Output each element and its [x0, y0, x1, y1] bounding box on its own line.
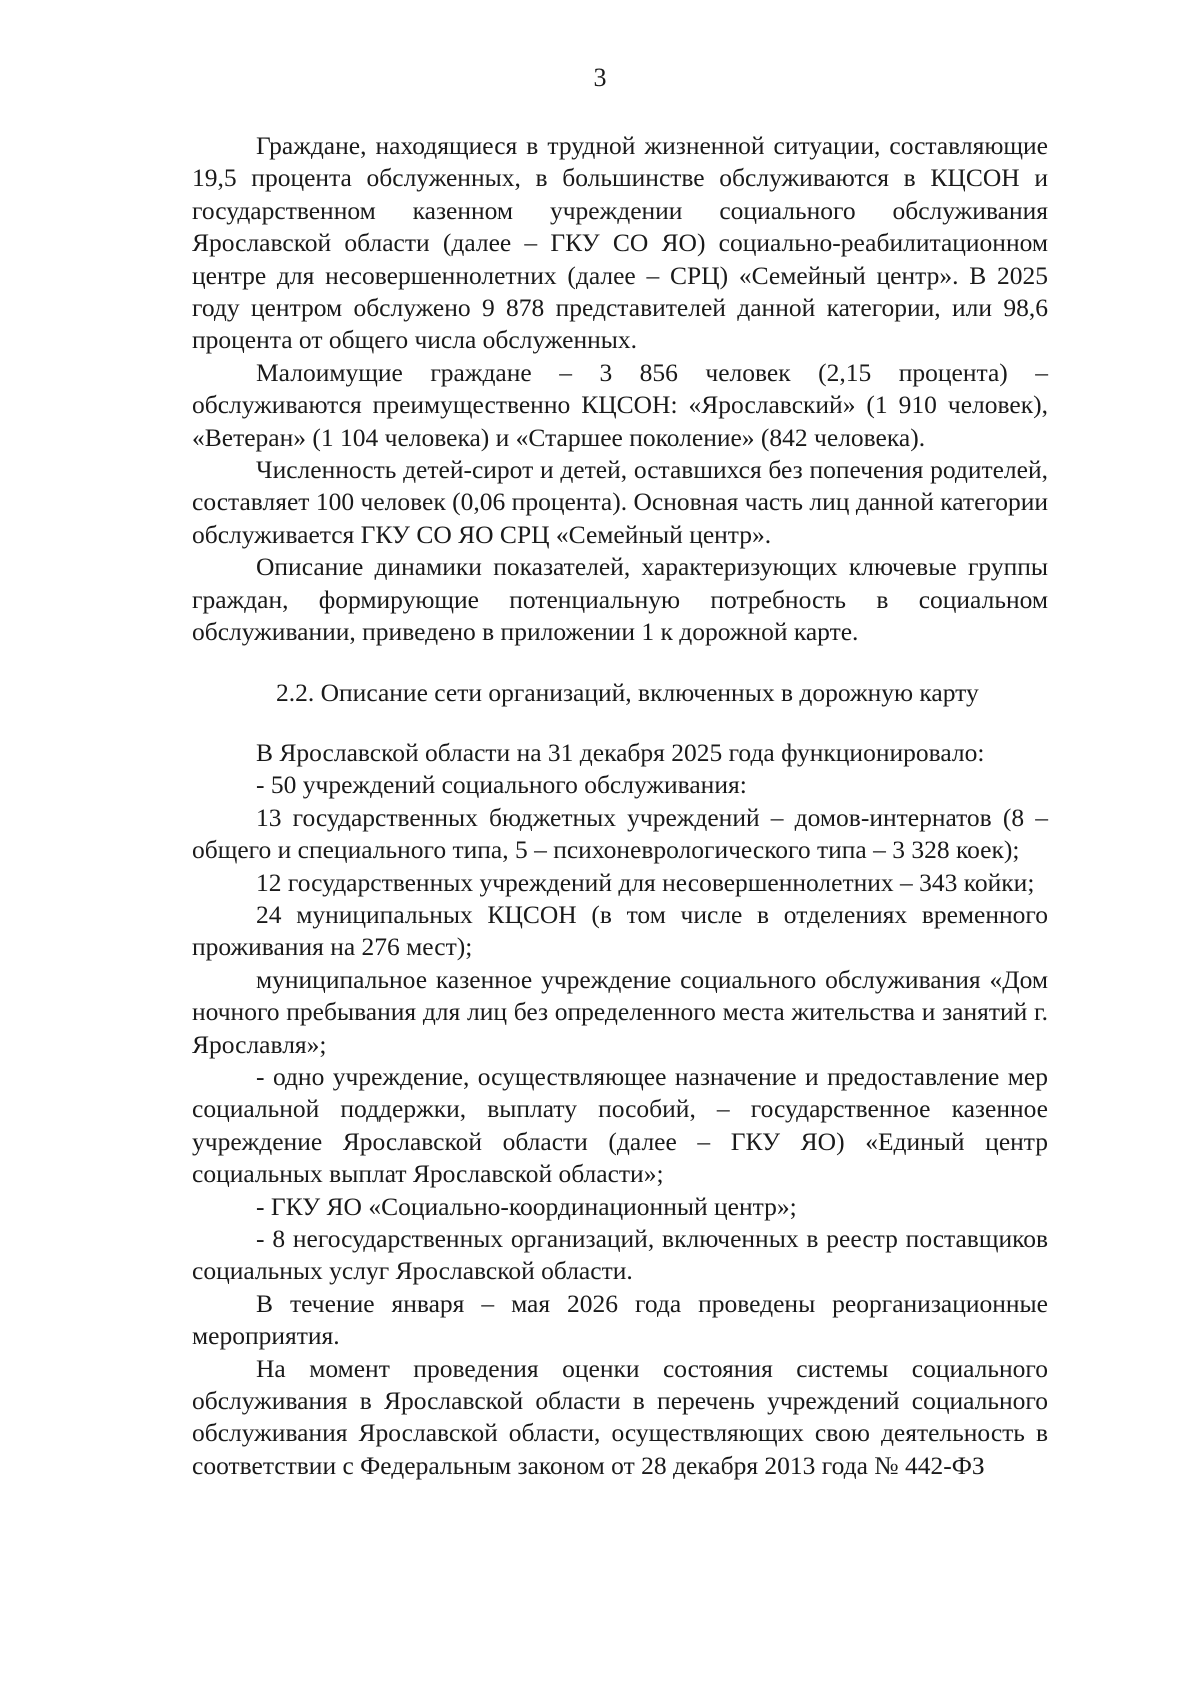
- paragraph-dynamics-description: Описание динамики показателей, характеризующих ключевые группы граждан, формирующие потенциальную потребность в социальном обслуживании, приведено в приложении 1 к дорожной карте.: [192, 552, 1048, 647]
- paragraph-assessment: На момент проведения оценки состояния системы социального обслуживания в Ярославской области в перечень учреждений социального обслуживания Ярославской области, осуществляющих свою деятельность в соответствии с Федеральным законом от 28 декабря 2013 года № 442-ФЗ: [192, 1353, 1048, 1480]
- paragraph-low-income: Малоимущие граждане – 3 856 человек (2,15 процента) – обслуживаются преимущественно КЦСОН: «Ярославский» (1 910 человек), «Ветеран» (1 104 человека) и «Старшее поколение» (842 человека).: [192, 357, 1048, 452]
- list-item-social-institutions: - 50 учреждений социального обслуживания:: [256, 770, 747, 800]
- list-item-boarding-homes: 13 государственных бюджетных учреждений – домов-интернатов (8 – общего и специального типа, 5 – психоневрологического типа – 3 328 коек);: [192, 802, 1048, 865]
- section-heading: 2.2. Описание сети организаций, включенных в дорожную карту: [276, 677, 979, 707]
- page-number: 3: [593, 63, 607, 92]
- paragraph-orphans: Численность детей-сирот и детей, оставшихся без попечения родителей, составляет 100 человек (0,06 процента). Основная часть лиц данной категории обслуживается ГКУ СО ЯО СРЦ «Семейный центр».: [192, 455, 1048, 549]
- list-item-municipal-kcson: 24 муниципальных КЦСОН (в том числе в отделениях временного проживания на 276 мест);: [192, 899, 1048, 962]
- list-item-night-shelter: муниципальное казенное учреждение социального обслуживания «Дом ночного пребывания для лиц без определенного места жительства и занятий г. Ярославля»;: [192, 964, 1048, 1059]
- list-item-coordination-center: - ГКУ ЯО «Социально-координационный центр»;: [256, 1191, 797, 1221]
- list-item-nongovernmental: - 8 негосударственных организаций, включенных в реестр поставщиков социальных услуг Ярославской области.: [192, 1224, 1048, 1286]
- list-item-payments-center: - одно учреждение, осуществляющее назначение и предоставление мер социальной поддержки, выплату пособий, – государственное казенное учреждение Ярославской области (далее – ГКУ ЯО) «Единый центр социальных выплат Ярославской области»;: [192, 1061, 1048, 1189]
- list-item-minors-institutions: 12 государственных учреждений для несовершеннолетних – 343 койки;: [256, 867, 1035, 897]
- paragraph-network-intro: В Ярославской области на 31 декабря 2025 года функционировало:: [256, 737, 985, 767]
- paragraph-reorganization: В течение января – мая 2026 года проведены реорганизационные мероприятия.: [192, 1288, 1048, 1351]
- paragraph-difficult-situation: Граждане, находящиеся в трудной жизненной ситуации, составляющие 19,5 процента обслуженных, в большинстве обслуживаются в КЦСОН и государственном казенном учреждении социального обслуживания Ярославской области (далее – ГКУ СО ЯО) социально-реабилитационном центре для несовершеннолетних (далее – СРЦ) «Семейный центр». В 2025 году центром обслужено 9 878 представителей данной категории, или 98,6 процента от общего числа обслуженных.: [192, 131, 1048, 355]
- document-body: [192, 130, 1048, 1482]
